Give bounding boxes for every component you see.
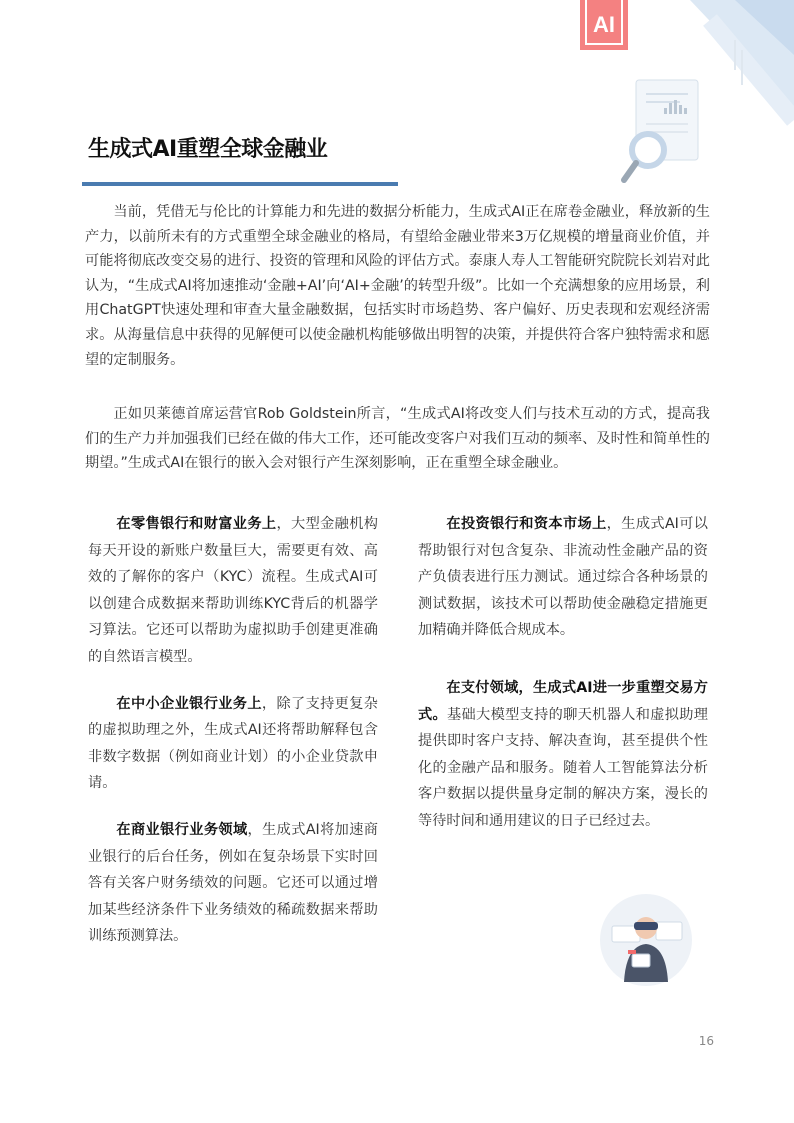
left-column [88, 511, 378, 950]
section-text: ，生成式AI可以帮助银行对包含复杂、非流动性金融产品的资产负债表进行压力测试。通过综合各种场景的测试数据，该技术可以帮助使金融稳定措施更加精确并降低合规成本。 [418, 516, 708, 639]
section-text: ，生成式AI将加速商业银行的后台任务，例如在复杂场景下实时回答有关客户财务绩效的问题。它还可以通过增加某些经济条件下业务绩效的稀疏数据来帮助训练预测算法。 [88, 821, 378, 945]
section-text: ，大型金融机构每天开设的新账户数量巨大，需要更有效、高效的了解你的客户（KYC）流程。生成式AI可以创建合成数据来帮助训练KYC背后的机器学习算法。它还可以帮助为虚拟助手创建更准确的自然语言模型。 [88, 516, 378, 665]
section-investment-banking [418, 511, 708, 644]
svg-text:AI: AI [593, 12, 615, 37]
section-retail-wealth [88, 511, 378, 671]
section-lead: 在商业银行业务领域 [116, 821, 248, 838]
intro-paragraph: 正如贝莱德首席运营官Rob Goldstein所言，“生成式AI将改变人们与技术互动的方式，提高我们的生产力并加强我们已经在做的伟大工作，还可能改变客户对我们互动的频率、及时性和简单性的期望。”生成式AI在银行的嵌入会对银行产生深刻影响，正在重塑全球金融业。 [85, 406, 710, 472]
section-payments [418, 675, 708, 835]
section-lead: 在中小企业银行业务上 [116, 695, 262, 712]
page-title: 生成式AI重塑全球金融业 [88, 137, 328, 162]
right-column [418, 511, 708, 835]
header-decoration [560, 0, 794, 200]
section-text: ，除了支持更复杂的虚拟助理之外，生成式AI还将帮助解释包含非数字数据（例如商业计划）的小企业贷款申请。 [88, 695, 378, 792]
section-sme-banking [88, 691, 378, 797]
section-commercial-banking [88, 817, 378, 950]
person-with-vr-illustration [598, 892, 694, 988]
ai-badge-icon [580, 0, 628, 50]
section-text: 基础大模型支持的聊天机器人和虚拟助理提供即时客户支持、解决查询，甚至提供个性化的金融产品和服务。随着人工智能算法分析客户数据以提供量身定制的解决方案，漫长的等待时间和通用建议的日子已经过去。 [418, 706, 708, 829]
magnifier-icon [624, 134, 664, 180]
section-lead: 在投资银行和资本市场上 [446, 516, 607, 532]
title-underline [82, 182, 398, 186]
section-lead: 在零售银行和财富业务上 [116, 516, 277, 532]
section-lead: 在支付领域，生成式AI进一步重塑交易方式。 [418, 679, 708, 723]
page-number: 16 [698, 1034, 714, 1048]
intro-paragraph: 当前，凭借无与伦比的计算能力和先进的数据分析能力，生成式AI正在席卷金融业，释放新的生产力，以前所未有的方式重塑全球金融业的格局，有望给金融业带来3万亿规模的增量商业价值，并可能将彻底改变交易的进行、投资的管理和风险的评估方式。泰康人寿人工智能研究院院长刘岩对此认为，“生成式AI将加速推动‘金融+AI’向‘AI+金融’的转型升级”。比如一个充满想象的应用场景，利用ChatGPT快速处理和审查大量金融数据，包括实时市场趋势、客户偏好、历史表现和宏观经济需求。从海量信息中获得的见解便可以使金融机构能够做出明智的决策，并提供符合客户独特需求和愿望的定制服务。 [85, 204, 710, 368]
